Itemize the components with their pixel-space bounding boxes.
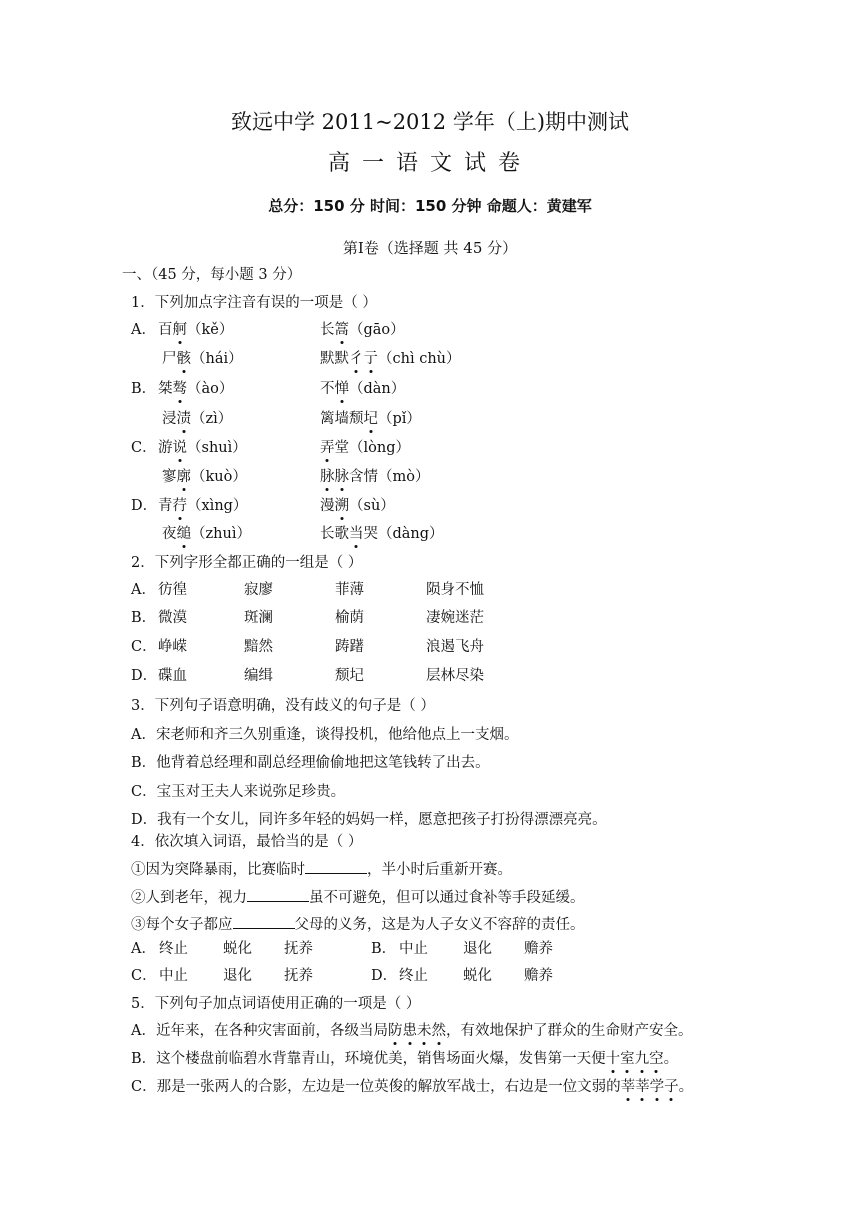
q1-left-pre: 尸 (162, 351, 177, 367)
q1-right-pre: 漫 (320, 498, 335, 514)
q1-left-pinyin: （hái） (191, 351, 243, 367)
q2-option-word: 榆荫 (335, 610, 364, 626)
q1-left-item (158, 438, 247, 458)
q2-option-word: 陨身不恤 (426, 582, 484, 598)
q1-left-dotted: 缒 (176, 526, 191, 542)
q1-right-pre: 不 (320, 381, 335, 397)
q1-left-item (158, 496, 247, 516)
q1-left-dotted: 渍 (176, 411, 191, 427)
q2-option-label: B． (131, 610, 157, 626)
q3-option-a: A．宋老师和齐三久别重逢，谈得投机，他给他点上一支烟。 (131, 727, 519, 743)
q1-left-pinyin: （ào） (187, 381, 234, 397)
q1-right-item (320, 524, 444, 544)
q4-stem: 4．依次填入词语，最恰当的是（ ） (131, 834, 363, 850)
q4-sentence-2: ②人到老年，视力 虽不可避免，但可以通过食补等手段延缓。 (131, 887, 585, 908)
q1-left-item (162, 467, 247, 487)
q4-option-label: B． (371, 941, 397, 957)
q1-left-pinyin: （shuì） (187, 440, 247, 456)
part-heading: 第Ⅰ卷（选择题 共 45 分） (342, 239, 518, 257)
q1-right-pre: 长 (320, 322, 335, 338)
q1-left-item (162, 409, 232, 429)
q1-right-dotted: 脉脉 (320, 469, 349, 485)
q4-option-label: C． (131, 968, 157, 984)
q2-option-word: 颓圮 (335, 668, 364, 684)
q2-option-word: 微漠 (158, 610, 187, 626)
q1-left-item (162, 349, 243, 369)
q1-left-dotted: 骸 (176, 351, 191, 367)
q4-option-label: D． (371, 968, 398, 984)
q1-left-pre: 游 (158, 440, 173, 456)
q1-stem: 1．下列加点字注音有误的一项是（ ） (131, 295, 377, 311)
q4-option-word: 抚养 (284, 941, 313, 957)
q1-row-label: D． (131, 498, 158, 514)
q1-right-dotted: 溯 (334, 498, 349, 514)
q1-right-item (320, 438, 410, 458)
q1-left-pre: 桀 (158, 381, 173, 397)
q1-left-dotted: 舸 (172, 322, 187, 338)
q1-right-dotted: 彳亍 (349, 351, 378, 367)
q2-option-label: C． (131, 639, 157, 655)
q2-option-word: 菲薄 (335, 582, 364, 598)
q3-stem: 3．下列句子语意明确，没有歧义的句子是（ ） (131, 698, 435, 714)
q1-left-pinyin: （kě） (187, 322, 234, 338)
q4-option-word: 蜕化 (223, 941, 252, 957)
q1-right-pinyin: （pǐ） (378, 411, 421, 427)
q1-right-pinyin: 含情（mò） (349, 469, 430, 485)
q5-option-c: C．那是一张两人的合影，左边是一位英俊的解放军战士，右边是一位文弱的莘莘学子。 (131, 1079, 694, 1095)
q1-right-dotted: 惮 (334, 381, 349, 397)
q1-right-dotted: 弄 (320, 440, 335, 456)
q2-option-word: 凄婉迷茫 (426, 610, 484, 626)
q2-option-word: 编缉 (244, 668, 273, 684)
q1-left-dotted: 荇 (172, 498, 187, 514)
q2-option-word: 踌躇 (335, 639, 364, 655)
q1-row-label: B． (131, 381, 157, 397)
q1-left-item (158, 320, 233, 340)
q2-option-word: 彷徨 (158, 582, 187, 598)
q1-row-label: A． (131, 322, 156, 338)
q4-option-word: 中止 (159, 968, 188, 984)
q1-left-pre: 寥 (162, 469, 177, 485)
q1-left-pinyin: （zhuì） (191, 526, 251, 542)
q4-option-word: 退化 (463, 941, 492, 957)
q2-option-label: D． (131, 668, 158, 684)
q2-option-word: 黯然 (244, 639, 273, 655)
q1-right-pinyin: （sù） (349, 498, 395, 514)
q1-row-label: C． (131, 440, 157, 456)
q1-right-item (320, 349, 461, 369)
q2-option-word: 浪遏飞舟 (426, 639, 484, 655)
school-title: 致远中学 2011~2012 学年（上)期中测试 (230, 110, 630, 134)
q1-left-pre: 夜 (162, 526, 177, 542)
q4-blank-3 (233, 914, 295, 929)
q2-option-label: A． (131, 582, 156, 598)
q1-right-pre: 默默 (320, 351, 349, 367)
exam-title: 高一语文试卷 (327, 151, 532, 176)
q1-right-pinyin: 堂（lòng） (334, 440, 410, 456)
q1-right-item (320, 496, 395, 516)
q4-option-word: 赡养 (524, 941, 553, 957)
q1-right-pre: 长歌 (320, 526, 349, 542)
q3-option-c: C．宝玉对王夫人来说弥足珍贵。 (131, 784, 346, 800)
q1-right-dotted: 篙 (334, 322, 349, 338)
q5-b-dotted-word: 十室九空 (605, 1051, 664, 1067)
q1-right-item (320, 320, 405, 340)
q4-blank-1 (305, 859, 367, 874)
q1-left-dotted: 廓 (176, 469, 191, 485)
q4-option-word: 终止 (159, 941, 188, 957)
q1-right-item (320, 379, 405, 399)
q1-right-pre: 篱墙颓 (320, 411, 364, 427)
q1-left-pinyin: （zì） (191, 411, 233, 427)
q4-option-word: 蜕化 (463, 968, 492, 984)
q2-option-word: 寂廖 (244, 582, 273, 598)
section-heading: 一、（45 分，每小题 3 分） (122, 267, 302, 283)
q5-option-a: A．近年来，在各种灾害面前，各级当局防患未然，有效地保护了群众的生命财产安全。 (131, 1023, 693, 1039)
q1-left-pre: 青 (158, 498, 173, 514)
q1-left-pre: 百 (158, 322, 173, 338)
q4-blank-2 (247, 887, 309, 902)
q1-right-pinyin: （gāo） (349, 322, 405, 338)
q2-option-word: 碟血 (158, 668, 187, 684)
q4-option-word: 抚养 (284, 968, 313, 984)
q1-left-dotted: 说 (172, 440, 187, 456)
q1-left-pinyin: （kuò） (191, 469, 247, 485)
q4-option-word: 中止 (399, 941, 428, 957)
q4-option-label: A． (131, 941, 156, 957)
q1-right-dotted: 圮 (363, 411, 378, 427)
q5-c-dotted-word: 莘莘学子 (620, 1079, 679, 1095)
q4-option-word: 退化 (223, 968, 252, 984)
q5-option-b: B．这个楼盘前临碧水背靠青山，环境优美，销售场面火爆，发售第一天便十室九空。 (131, 1051, 679, 1067)
q1-left-pre: 浸 (162, 411, 177, 427)
q4-sentence-3: ③每个女子都应 父母的义务，这是为人子女义不容辞的责任。 (131, 914, 585, 935)
q2-option-word: 斑澜 (244, 610, 273, 626)
q1-right-item (320, 409, 421, 429)
q1-left-dotted: 骜 (172, 381, 187, 397)
q1-right-dotted: 当 (349, 526, 364, 542)
q2-option-word: 层林尽染 (426, 668, 484, 684)
q3-option-d: D．我有一个女儿，同许多年轻的妈妈一样，愿意把孩子打扮得漂漂亮亮。 (131, 812, 607, 828)
q1-right-item (320, 467, 429, 487)
q4-sentence-1: ①因为突降暴雨，比赛临时 ，半小时后重新开赛。 (131, 859, 512, 880)
q2-option-word: 峥嵘 (158, 639, 187, 655)
q1-left-pinyin: （xìng） (187, 498, 248, 514)
q1-left-item (162, 524, 251, 544)
q5-stem: 5．下列句子加点词语使用正确的一项是（ ） (131, 996, 421, 1012)
q4-option-word: 终止 (399, 968, 428, 984)
q2-stem: 2．下列字形全都正确的一组是（ ） (131, 555, 363, 571)
exam-meta: 总分：150 分 时间：150 分钟 命题人：黄建军 (268, 197, 592, 215)
q4-option-word: 赡养 (524, 968, 553, 984)
q1-right-pinyin: （chì chù） (378, 351, 461, 367)
q1-left-item (158, 379, 233, 399)
q5-a-dotted-word: 防患未然 (387, 1023, 446, 1039)
q1-right-pinyin: （dàn） (349, 381, 406, 397)
q3-option-b: B．他背着总经理和副总经理偷偷地把这笔钱转了出去。 (131, 755, 490, 771)
q1-right-pinyin: 哭（dàng） (363, 526, 444, 542)
